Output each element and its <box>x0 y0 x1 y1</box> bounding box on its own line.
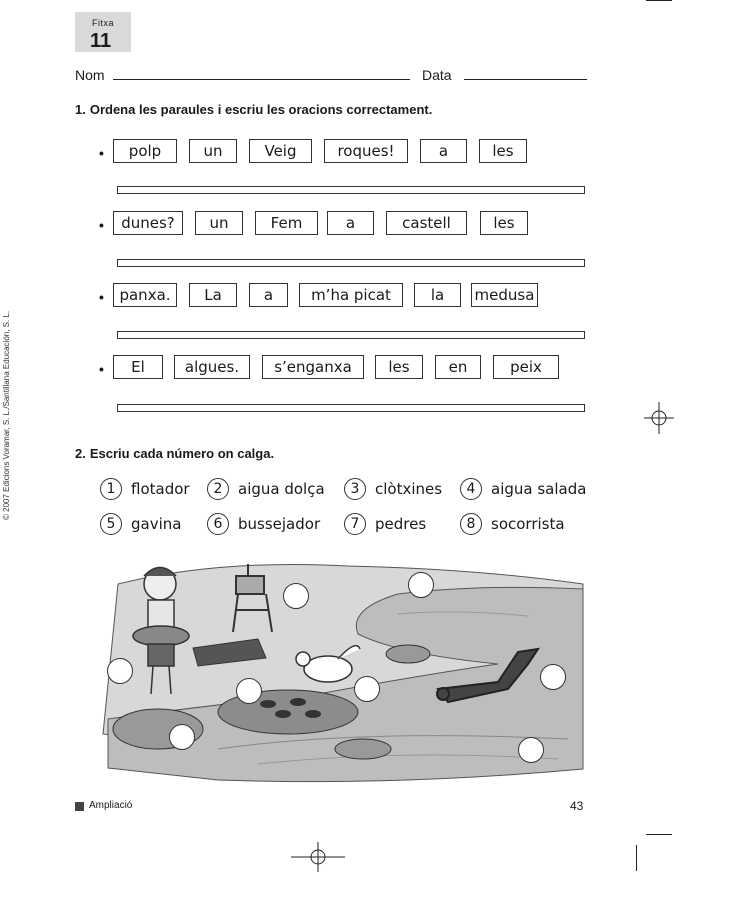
page-number: 43 <box>570 799 584 813</box>
legend-item <box>460 478 586 500</box>
legend-number: 6 <box>207 513 229 535</box>
legend-item <box>100 513 181 535</box>
sheet-tab <box>75 12 131 52</box>
word-card[interactable]: les <box>479 139 527 163</box>
word-card[interactable]: peix <box>493 355 559 379</box>
word-card[interactable]: panxa. <box>113 283 177 307</box>
name-field[interactable] <box>113 79 410 80</box>
exercise-2-heading <box>75 446 274 461</box>
legend-label: aigua dolça <box>238 480 325 498</box>
bullet: • <box>99 361 104 377</box>
legend-label: socorrista <box>491 515 565 533</box>
footer-section: Ampliació <box>89 800 133 811</box>
copyright-notice: © 2007 Edicions Voramar, S. L./Santillana Educación, S. L. <box>2 310 11 520</box>
legend-item <box>344 478 442 500</box>
word-card[interactable]: El <box>113 355 163 379</box>
word-card[interactable]: castell <box>386 211 467 235</box>
word-card[interactable]: Veig <box>249 139 312 163</box>
legend-label: aigua salada <box>491 480 587 498</box>
word-card[interactable]: les <box>375 355 423 379</box>
exercise-1-number: 1. <box>75 102 86 117</box>
legend-number: 2 <box>207 478 229 500</box>
legend-item <box>100 478 190 500</box>
bullet: • <box>99 145 104 161</box>
answer-circle[interactable] <box>518 737 544 763</box>
registration-mark-right <box>644 402 674 434</box>
word-card[interactable]: les <box>480 211 528 235</box>
legend-label: bussejador <box>238 515 321 533</box>
word-card[interactable]: a <box>327 211 374 235</box>
answer-circle[interactable] <box>540 664 566 690</box>
exercise-1-instruction: Ordena les paraules i escriu les oracions correctament. <box>89 102 433 117</box>
answer-circle[interactable] <box>283 583 309 609</box>
legend-label: flotador <box>131 480 190 498</box>
bullet: • <box>99 289 104 305</box>
legend-item <box>207 478 325 500</box>
rock <box>386 645 430 663</box>
beach-illustration <box>98 554 588 786</box>
bullet: • <box>99 217 104 233</box>
legend-number: 5 <box>100 513 122 535</box>
legend-label: pedres <box>375 515 427 533</box>
exercise-2-instruction: Escriu cada número on calga. <box>89 446 275 461</box>
word-card[interactable]: a <box>249 283 288 307</box>
legend-item <box>344 513 426 535</box>
answer-circle[interactable] <box>236 678 262 704</box>
legend-number: 7 <box>344 513 366 535</box>
answer-line[interactable] <box>117 259 585 267</box>
word-card[interactable]: dunes? <box>113 211 183 235</box>
date-field[interactable] <box>464 79 587 80</box>
word-card[interactable]: algues. <box>174 355 250 379</box>
crop-mark-bottom-right <box>646 834 672 835</box>
answer-circle[interactable] <box>408 572 434 598</box>
legend-label: clòtxines <box>375 480 443 498</box>
word-card[interactable]: La <box>189 283 237 307</box>
answer-circle[interactable] <box>107 658 133 684</box>
word-card[interactable]: polp <box>113 139 177 163</box>
answer-line[interactable] <box>117 404 585 412</box>
footer-square-icon <box>75 802 84 811</box>
legend-number: 3 <box>344 478 366 500</box>
word-card[interactable]: en <box>435 355 481 379</box>
registration-mark-bottom <box>291 842 345 872</box>
answer-line[interactable] <box>117 331 585 339</box>
word-card[interactable]: a <box>420 139 467 163</box>
sheet-label: Fitxa <box>92 18 115 28</box>
word-card[interactable]: roques! <box>324 139 408 163</box>
legend-label: gavina <box>131 515 182 533</box>
crop-mark-top-right <box>646 0 672 1</box>
answer-circle[interactable] <box>354 676 380 702</box>
word-card[interactable]: s’enganxa <box>262 355 364 379</box>
legend-item <box>460 513 565 535</box>
word-card[interactable]: medusa <box>471 283 538 307</box>
answer-line[interactable] <box>117 186 585 194</box>
legend-number: 1 <box>100 478 122 500</box>
word-card[interactable]: la <box>414 283 461 307</box>
exercise-1-heading <box>75 102 432 117</box>
date-label: Data <box>422 67 452 83</box>
legend-number: 4 <box>460 478 482 500</box>
legend-item <box>207 513 320 535</box>
word-card[interactable]: Fem <box>255 211 318 235</box>
word-card[interactable]: un <box>189 139 237 163</box>
word-card[interactable]: m’ha picat <box>299 283 403 307</box>
crop-mark-bottom-left <box>636 845 637 871</box>
word-card[interactable]: un <box>195 211 243 235</box>
legend-number: 8 <box>460 513 482 535</box>
rock <box>335 739 391 759</box>
exercise-2-number: 2. <box>75 446 86 461</box>
sheet-number: 11 <box>90 30 112 52</box>
name-label: Nom <box>75 67 105 83</box>
answer-circle[interactable] <box>169 724 195 750</box>
